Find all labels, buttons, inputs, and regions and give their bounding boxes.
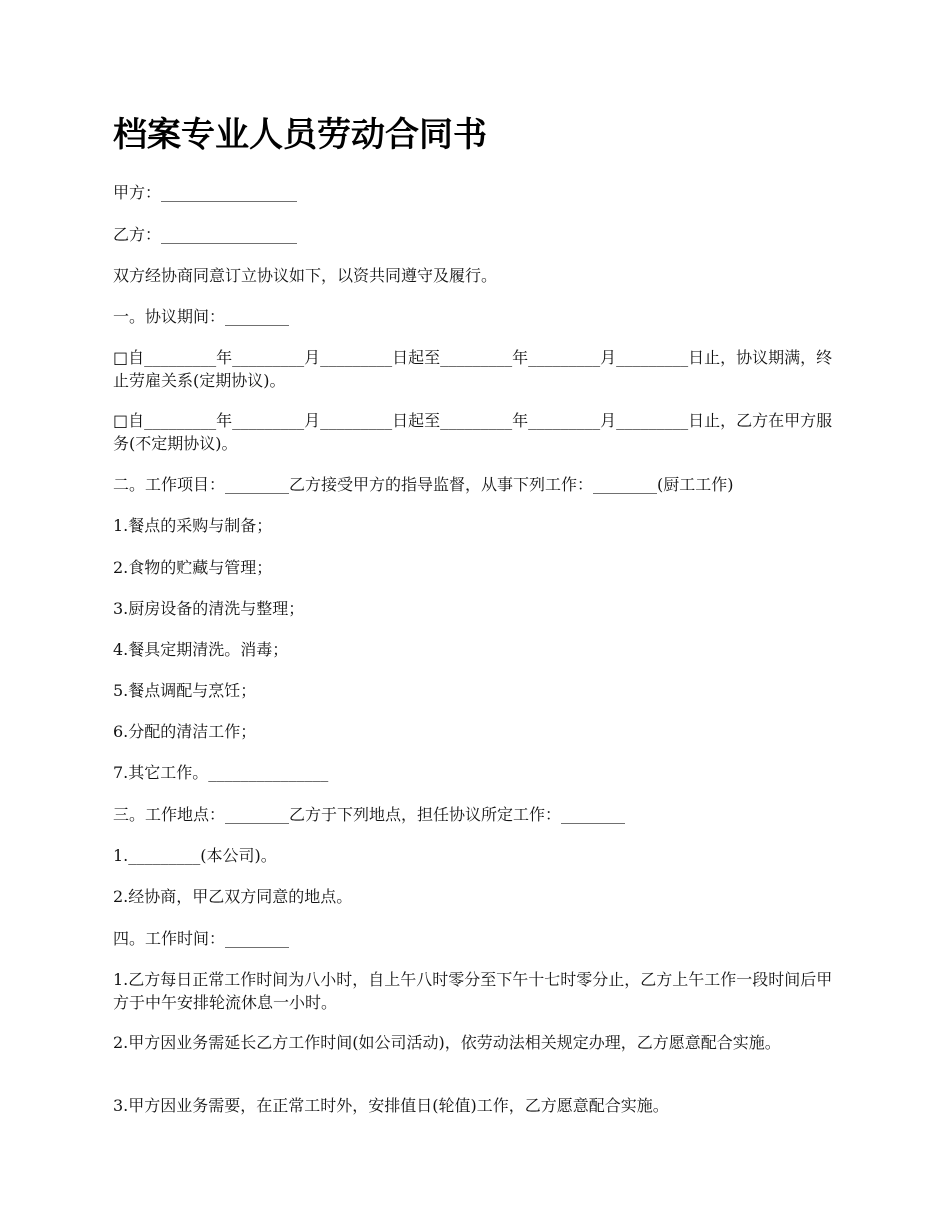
work-time-3: 3.甲方因业务需要，在正常工时外，安排值日(轮值)工作，乙方愿意配合实施。 xyxy=(113,1096,669,1115)
fixed-term-option: □自_________年_________月_________日起至_________年_________月_________日止，协议期满，终止劳雇关系(定期协议)。 xyxy=(113,348,833,390)
work-item-6: 6.分配的清洁工作； xyxy=(113,722,257,741)
work-item-5: 5.餐点调配与烹饪； xyxy=(113,681,257,700)
section-3-heading: 三。工作地点：________乙方于下列地点，担任协议所定工作：________ xyxy=(113,805,626,824)
work-item-2: 2.食物的贮藏与管理； xyxy=(113,558,273,577)
work-item-7: 7.其它工作。_______________ xyxy=(113,763,329,782)
agreement-intro: 双方经协商同意订立协议如下，以资共同遵守及履行。 xyxy=(113,266,498,285)
work-location-2: 2.经协商，甲乙双方同意的地点。 xyxy=(113,887,353,906)
work-time-1: 1.乙方每日正常工作时间为八小时，自上午八时零分至下午十七时零分止，乙方上午工作一段时间后甲方于中午安排轮流休息一小时。 xyxy=(113,970,833,1012)
work-location-1: 1._________(本公司)。 xyxy=(113,846,277,865)
indefinite-term-option: □自_________年_________月_________日起至_________年_________月_________日止，乙方在甲方服务(不定期协议)。 xyxy=(113,411,833,453)
party-a-line: 甲方：_________________ xyxy=(113,183,298,202)
work-item-1: 1.餐点的采购与制备； xyxy=(113,516,273,535)
work-time-2: 2.甲方因业务需延长乙方工作时间(如公司活动)，依劳动法相关规定办理，乙方愿意配合实施。 xyxy=(113,1033,781,1052)
work-item-3: 3.厨房设备的清洗与整理； xyxy=(113,599,305,618)
document-title: 档案专业人员劳动合同书 xyxy=(113,115,487,155)
section-4-heading: 四。工作时间：________ xyxy=(113,929,290,948)
work-item-4: 4.餐具定期清洗。消毒； xyxy=(113,640,289,659)
section-1-heading: 一。协议期间：________ xyxy=(113,307,290,326)
party-b-line: 乙方：_________________ xyxy=(113,225,298,244)
section-2-heading: 二。工作项目：________乙方接受甲方的指导监督，从事下列工作：________(厨工工作) xyxy=(113,475,734,494)
